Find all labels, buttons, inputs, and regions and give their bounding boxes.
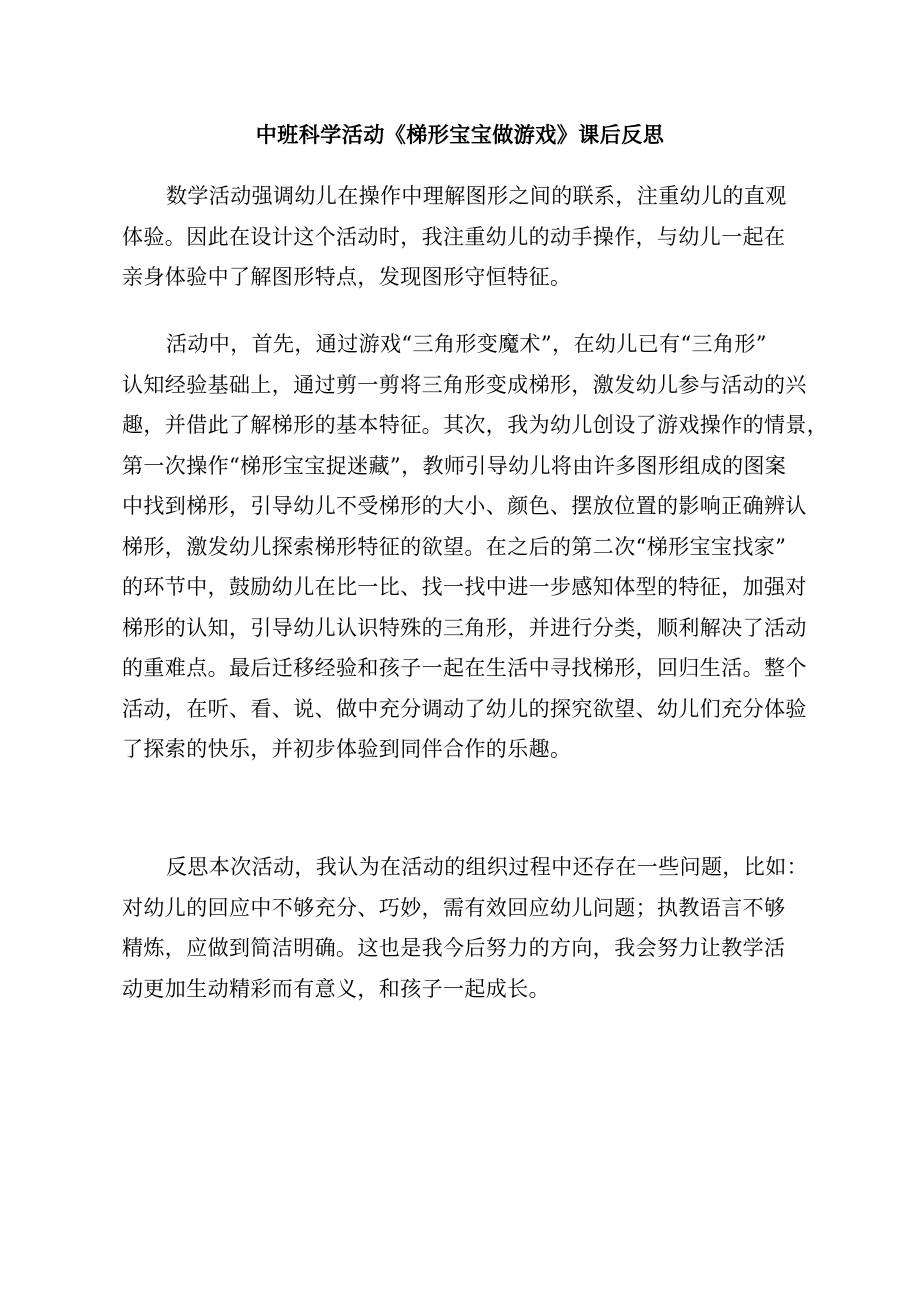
paragraph-line: 了探索的快乐，并初步体验到同伴合作的乐趣。 bbox=[122, 737, 572, 761]
paragraph-line: 梯形的认知，引导幼儿认识特殊的三角形，并进行分类，顺利解决了活动 bbox=[122, 615, 807, 640]
paragraph-line: 中找到梯形，引导幼儿不受梯形的大小、颜色、摆放位置的影响正确辨认 bbox=[122, 494, 807, 518]
paragraph-line: 趣，并借此了解梯形的基本特征。其次，我为幼儿创设了游戏操作的情景， bbox=[122, 413, 829, 437]
paragraph-line: 的环节中，鼓励幼儿在比一比、找一找中进一步感知体型的特征，加强对 bbox=[122, 575, 807, 599]
paragraph-line: 梯形，激发幼儿探索梯形特征的欲望。在之后的第二次“梯形宝宝找家” bbox=[122, 534, 787, 559]
paragraph-line: 数学活动强调幼儿在操作中理解图形之间的联系，注重幼儿的直观 bbox=[166, 184, 787, 208]
paragraph-line: 活动，在听、看、说、做中充分调动了幼儿的探究欲望、幼儿们充分体验 bbox=[122, 696, 807, 721]
paragraph-line: 第一次操作“梯形宝宝捉迷藏”，教师引导幼儿将由许多图形组成的图案 bbox=[122, 453, 787, 478]
paragraph-line: 亲身体验中了解图形特点，发现图形守恒特征。 bbox=[122, 265, 572, 289]
paragraph-line: 反思本次活动，我认为在活动的组织过程中还存在一些问题，比如： bbox=[166, 855, 808, 879]
paragraph-reflection bbox=[122, 847, 822, 1009]
paragraph-line: 的重难点。最后迁移经验和孩子一起在生活中寻找梯形，回归生活。整个 bbox=[122, 656, 807, 680]
document-title: 中班科学活动《梯形宝宝做游戏》课后反思 bbox=[255, 122, 665, 147]
paragraph-line: 体验。因此在设计这个活动时，我注重幼儿的动手操作，与幼儿一起在 bbox=[122, 224, 786, 249]
paragraph-line: 活动中，首先，通过游戏“三角形变魔术”，在幼儿已有“三角形” bbox=[166, 332, 767, 356]
paragraph-line: 精炼，应做到简洁明确。这也是我今后努力的方向，我会努力让教学活 bbox=[122, 936, 786, 960]
paragraph-activity bbox=[122, 324, 829, 770]
paragraph-line: 动更加生动精彩而有意义，和孩子一起成长。 bbox=[122, 976, 550, 1001]
paragraph-line: 认知经验基础上，通过剪一剪将三角形变成梯形，激发幼儿参与活动的兴 bbox=[122, 372, 807, 397]
paragraph-line: 对幼儿的回应中不够充分、巧妙，需有效回应幼儿问题；执教语言不够 bbox=[122, 895, 786, 920]
paragraph-intro bbox=[122, 176, 822, 298]
